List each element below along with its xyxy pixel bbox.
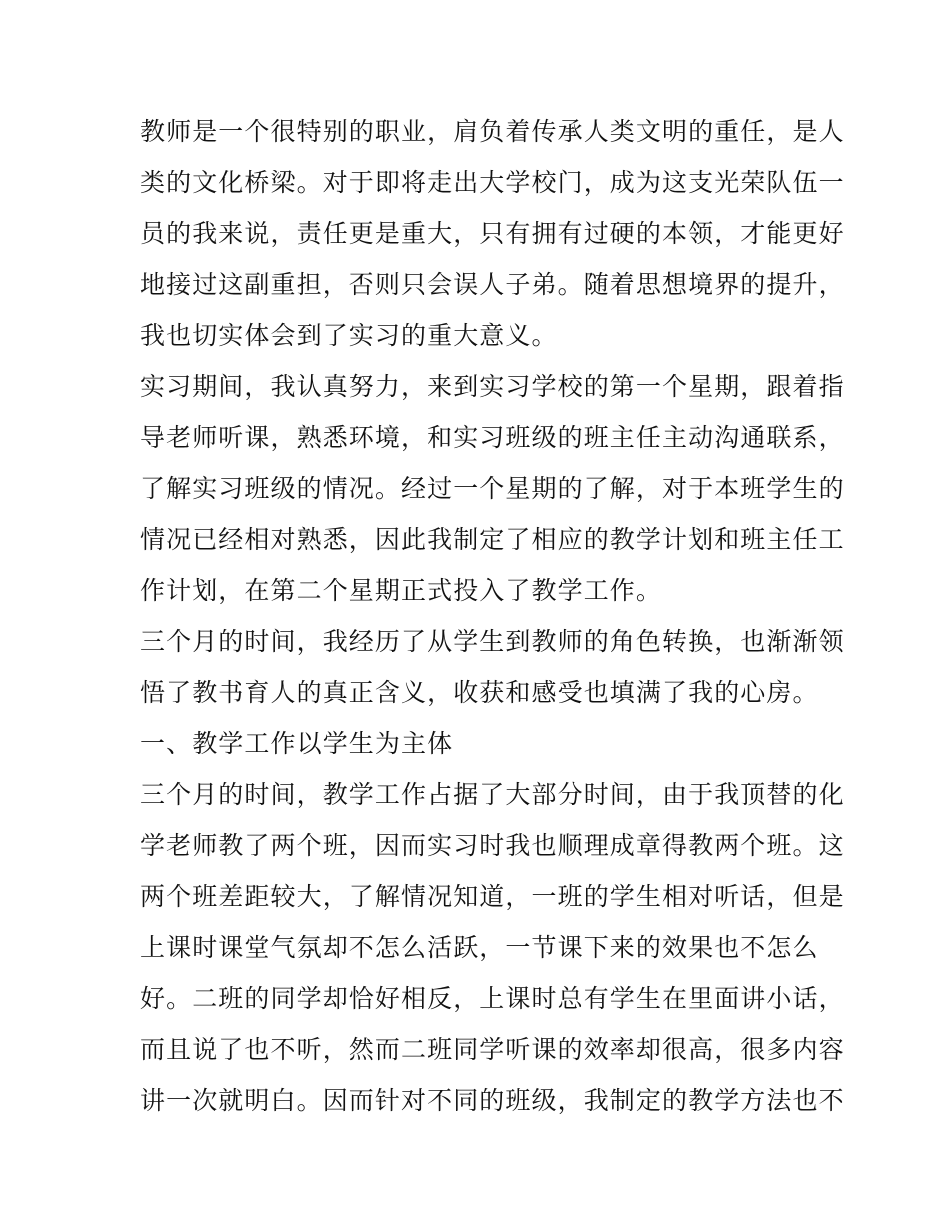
text-line: 学老师教了两个班，因而实习时我也顺理成章得教两个班。这	[140, 831, 845, 860]
text-line: 地接过这副重担，否则只会误人子弟。随着思想境界的提升，	[140, 270, 845, 299]
text-line: 两个班差距较大，了解情况知道，一班的学生相对听话，但是	[140, 882, 845, 911]
text-line: 员的我来说，责任更是重大，只有拥有过硬的本领，才能更好	[140, 219, 845, 248]
text-line: 三个月的时间，我经历了从学生到教师的角色转换，也渐渐领	[140, 627, 845, 656]
section-heading	[140, 718, 812, 769]
document-body	[140, 106, 845, 1126]
text-line: 我也切实体会到了实习的重大意义。	[140, 321, 558, 350]
paragraph-internship	[140, 361, 845, 616]
text-line: 情况已经相对熟悉，因此我制定了相应的教学计划和班主任工	[140, 525, 845, 554]
text-line: 而且说了也不听，然而二班同学听课的效率却很高，很多内容	[140, 1035, 845, 1064]
paragraph-teaching	[140, 769, 845, 1126]
section-heading-text: 一、教学工作以学生为主体	[140, 729, 454, 758]
text-line: 上课时课堂气氛却不怎么活跃，一节课下来的效果也不怎么	[140, 933, 819, 962]
text-line: 作计划，在第二个星期正式投入了教学工作。	[140, 576, 663, 605]
text-line: 讲一次就明白。因而针对不同的班级，我制定的教学方法也不	[140, 1086, 845, 1115]
text-line: 实习期间，我认真努力，来到实习学校的第一个星期，跟着指	[140, 372, 845, 401]
text-line: 类的文化桥梁。对于即将走出大学校门，成为这支光荣队伍一	[140, 168, 845, 197]
text-line: 悟了教书育人的真正含义，收获和感受也填满了我的心房。	[140, 678, 819, 707]
text-line: 好。二班的同学却恰好相反，上课时总有学生在里面讲小话，	[140, 984, 845, 1013]
paragraph-intro	[140, 106, 845, 361]
text-line: 导老师听课，熟悉环境，和实习班级的班主任主动沟通联系，	[140, 423, 845, 452]
paragraph-three-months	[140, 616, 845, 718]
text-line: 了解实习班级的情况。经过一个星期的了解，对于本班学生的	[140, 474, 845, 503]
text-line: 教师是一个很特别的职业，肩负着传承人类文明的重任，是人	[140, 117, 845, 146]
text-line: 三个月的时间，教学工作占据了大部分时间，由于我顶替的化	[140, 780, 845, 809]
